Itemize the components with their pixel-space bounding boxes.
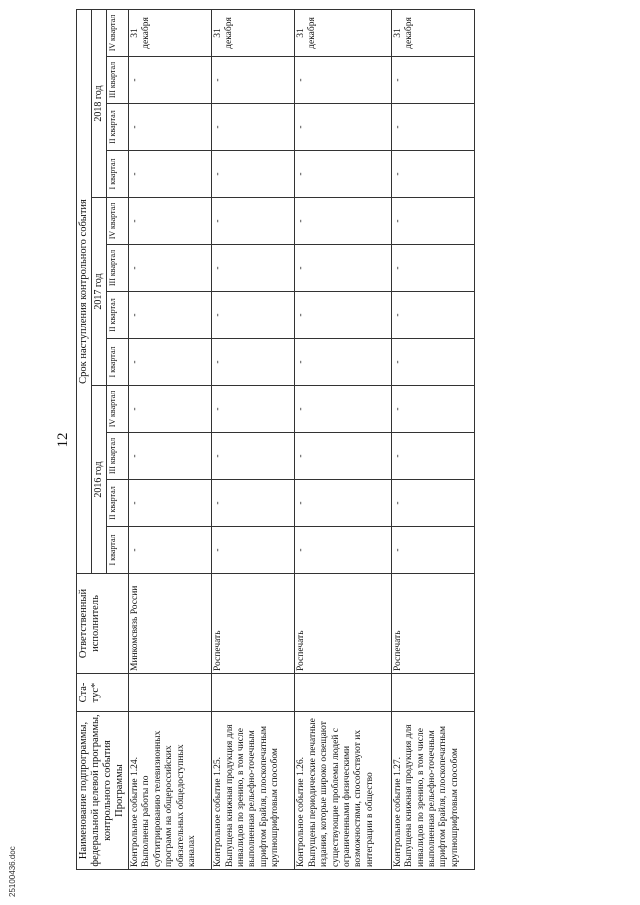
term-cell bbox=[391, 480, 474, 527]
term-value: - bbox=[392, 360, 403, 364]
header-name: Наименование подпрограммы, федеральной целевой программы, контрольного события Программы bbox=[77, 712, 129, 870]
term-cell bbox=[391, 9, 474, 56]
term-cell bbox=[212, 198, 295, 245]
status-cell bbox=[212, 674, 295, 712]
term-value: - bbox=[130, 454, 140, 458]
header-quarter: III квартал bbox=[107, 245, 129, 292]
term-cell bbox=[295, 480, 391, 527]
term-cell bbox=[295, 433, 391, 480]
term-cell bbox=[212, 57, 295, 104]
term-value: - bbox=[213, 78, 224, 82]
status-cell bbox=[129, 674, 212, 712]
term-cell bbox=[295, 57, 391, 104]
header-quarter: I квартал bbox=[107, 339, 129, 386]
term-cell bbox=[129, 292, 212, 339]
term-cell bbox=[391, 433, 474, 480]
term-cell bbox=[295, 527, 391, 574]
term-value: - bbox=[296, 501, 307, 505]
executor-cell: Роспечать bbox=[391, 574, 474, 674]
executor-cell: Минкомсвязь России bbox=[129, 574, 212, 674]
term-value: 31 декабря bbox=[130, 17, 151, 49]
rotated-content bbox=[50, 10, 475, 870]
term-cell bbox=[295, 9, 391, 56]
term-value: 31 декабря bbox=[392, 17, 414, 49]
term-cell bbox=[129, 527, 212, 574]
term-value: - bbox=[213, 548, 224, 552]
term-cell bbox=[295, 339, 391, 386]
term-value: - bbox=[296, 219, 307, 223]
event-name-cell: Контрольное событие 1.26. Выпущены периодические печатные издания, которые широко освещают существующие проблемы людей с ограниченными физическими возможностями, способствуют их интеграции в общество bbox=[295, 712, 391, 870]
term-cell bbox=[391, 339, 474, 386]
event-name-cell: Контрольное событие 1.24. Выполнены работы по субтитрированию телевизионных программ на общероссийских обязательных общедоступных каналах bbox=[129, 712, 212, 870]
term-cell bbox=[129, 433, 212, 480]
file-footer bbox=[8, 792, 20, 897]
term-value: - bbox=[130, 407, 140, 411]
term-value: - bbox=[296, 78, 307, 82]
event-name-cell: Контрольное событие 1.25. Выпущена книжная продукция для инвалидов по зрению, в том числе выполненная рельефно-точечным шрифтом Брайля, плоскопечатным крупношрифтовым способом bbox=[212, 712, 295, 870]
term-value: - bbox=[130, 172, 140, 176]
header-quarter: I квартал bbox=[107, 151, 129, 198]
term-value: - bbox=[130, 360, 140, 364]
term-cell bbox=[295, 198, 391, 245]
table-row bbox=[391, 9, 474, 869]
header-quarter: IV квартал bbox=[107, 198, 129, 245]
term-value: - bbox=[296, 360, 307, 364]
status-cell bbox=[295, 674, 391, 712]
term-value: - bbox=[296, 125, 307, 129]
header-executor: Ответственный исполнитель bbox=[77, 574, 129, 674]
term-value: - bbox=[130, 548, 140, 552]
term-cell bbox=[295, 151, 391, 198]
control-events-table bbox=[76, 9, 475, 870]
term-value: - bbox=[213, 125, 224, 129]
term-value: 31 декабря bbox=[213, 17, 235, 49]
term-value: - bbox=[392, 454, 403, 458]
term-value: - bbox=[213, 360, 224, 364]
term-value: - bbox=[296, 313, 307, 317]
term-cell bbox=[212, 433, 295, 480]
event-name-cell: Контрольное событие 1.27. Выпущена книжная продукция для инвалидов по зрению, в том числе выполненная рельефно-точечным шрифтом Брайля, плоскопечатным крупношрифтовым способом bbox=[391, 712, 474, 870]
header-quarter: I квартал bbox=[107, 527, 129, 574]
term-value: - bbox=[296, 548, 307, 552]
term-value: - bbox=[392, 313, 403, 317]
term-cell bbox=[391, 151, 474, 198]
term-cell bbox=[295, 245, 391, 292]
term-value: - bbox=[392, 548, 403, 552]
term-value: - bbox=[296, 407, 307, 411]
term-value: - bbox=[392, 78, 403, 82]
term-value: - bbox=[296, 172, 307, 176]
header-year-2016: 2016 год bbox=[92, 386, 107, 574]
term-cell bbox=[212, 151, 295, 198]
executor-cell: Роспечать bbox=[295, 574, 391, 674]
term-value: - bbox=[213, 454, 224, 458]
header-status: Ста-тус* bbox=[77, 674, 129, 712]
header-year-2017: 2017 год bbox=[92, 198, 107, 386]
page-number: 12 bbox=[55, 432, 71, 448]
term-cell bbox=[129, 386, 212, 433]
header-quarter: III квартал bbox=[107, 433, 129, 480]
term-cell bbox=[212, 9, 295, 56]
header-quarter: II квартал bbox=[107, 104, 129, 151]
term-cell bbox=[391, 245, 474, 292]
term-value: - bbox=[213, 172, 224, 176]
term-value: - bbox=[213, 266, 224, 270]
term-cell bbox=[212, 292, 295, 339]
header-quarter: IV квартал bbox=[107, 386, 129, 433]
term-cell bbox=[295, 386, 391, 433]
term-value: - bbox=[130, 501, 140, 505]
term-cell bbox=[212, 339, 295, 386]
header-quarter: II квартал bbox=[107, 480, 129, 527]
file-name: 25100436.doc bbox=[8, 846, 17, 897]
term-cell bbox=[129, 339, 212, 386]
term-cell bbox=[391, 527, 474, 574]
header-term: Срок наступления контрольного события bbox=[77, 9, 92, 573]
term-cell bbox=[129, 151, 212, 198]
table-row bbox=[129, 9, 212, 869]
status-cell bbox=[391, 674, 474, 712]
term-cell bbox=[391, 292, 474, 339]
term-cell bbox=[391, 198, 474, 245]
header-year-2018: 2018 год bbox=[92, 9, 107, 197]
term-cell bbox=[129, 480, 212, 527]
term-cell bbox=[212, 386, 295, 433]
header-quarter: II квартал bbox=[107, 292, 129, 339]
term-value: - bbox=[296, 266, 307, 270]
table-row bbox=[295, 9, 391, 869]
term-cell bbox=[295, 104, 391, 151]
term-value: - bbox=[130, 313, 140, 317]
term-cell bbox=[212, 527, 295, 574]
term-cell bbox=[129, 245, 212, 292]
term-cell bbox=[212, 480, 295, 527]
executor-cell: Роспечать bbox=[212, 574, 295, 674]
term-value: - bbox=[392, 501, 403, 505]
term-value: - bbox=[213, 219, 224, 223]
term-value: - bbox=[130, 219, 140, 223]
term-cell bbox=[391, 386, 474, 433]
term-cell bbox=[129, 104, 212, 151]
term-value: - bbox=[392, 172, 403, 176]
term-value: - bbox=[296, 454, 307, 458]
term-cell bbox=[391, 57, 474, 104]
term-cell bbox=[212, 245, 295, 292]
term-value: - bbox=[213, 501, 224, 505]
term-cell bbox=[129, 57, 212, 104]
term-value: 31 декабря bbox=[296, 17, 318, 49]
term-cell bbox=[295, 292, 391, 339]
term-value: - bbox=[130, 78, 140, 82]
header-quarter: III квартал bbox=[107, 57, 129, 104]
term-cell bbox=[129, 198, 212, 245]
term-cell bbox=[212, 104, 295, 151]
term-value: - bbox=[213, 407, 224, 411]
term-value: - bbox=[392, 125, 403, 129]
table-row bbox=[212, 9, 295, 869]
term-value: - bbox=[213, 313, 224, 317]
term-value: - bbox=[130, 266, 140, 270]
term-cell bbox=[129, 9, 212, 56]
term-value: - bbox=[392, 219, 403, 223]
term-value: - bbox=[392, 266, 403, 270]
term-value: - bbox=[130, 125, 140, 129]
term-value: - bbox=[392, 407, 403, 411]
header-quarter: IV квартал bbox=[107, 9, 129, 56]
term-cell bbox=[391, 104, 474, 151]
